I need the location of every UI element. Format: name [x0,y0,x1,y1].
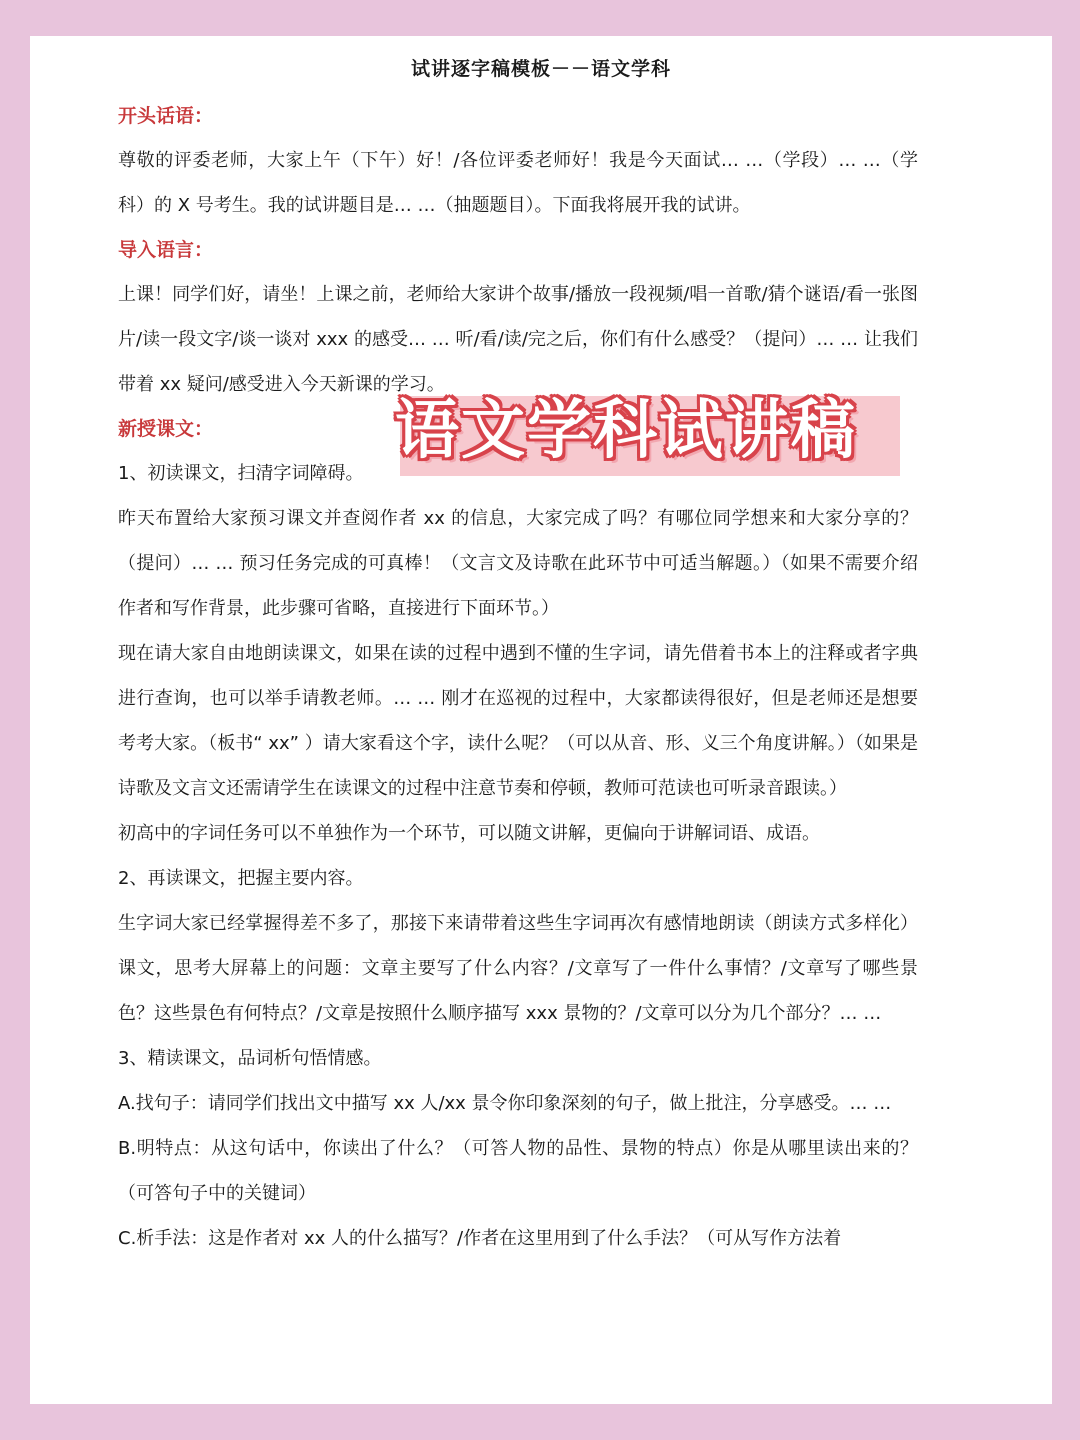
paragraph-features: B.明特点：从这句话中，你读出了什么？（可答人物的品性、景物的特点）你是从哪里读出来的？（可答句子中的关键词） [118,1138,918,1204]
step-heading-close-reading: 3、精读课文，品词析句悟情感。 [118,1048,382,1069]
section-heading-opening: 开头话语： [118,105,214,127]
document-sheet [30,36,1052,1404]
step-heading-second-reading: 2、再读课文，把握主要内容。 [118,868,364,889]
document-content [118,94,918,1261]
document-title: 试讲逐字稿模板－－语文学科 [410,58,671,80]
paragraph-free-reading: 现在请大家自由地朗读课文，如果在读的过程中遇到不懂的生字词，请先借着书本上的注释或者字典进行查询，也可以举手请教老师。… … 刚才在巡视的过程中，大家都读得很好，但是老师还是想要考考大家。（板书“ xx” ）请大家看这个字，读什么呢？（可以从音、形、义三个角度讲解。）（如果是诗歌及文言文还需请学生在读课文的过程中注意节奏和停顿，教师可范读也可听录音跟读。） [118,643,918,799]
section-heading-new-lesson: 新授课文： [118,418,214,440]
paragraph-vocabulary-note: 初高中的字词任务可以不单独作为一个环节，可以随文讲解，更偏向于讲解词语、成语。 [118,823,820,844]
banner-title: 语文学科试讲稿 [395,394,857,468]
intro-paragraph: 上课！同学们好，请坐！上课之前，老师给大家讲个故事/播放一段视频/唱一首歌/猜个谜语/看一张图片/读一段文字/谈一谈对 xxx 的感受… … 听/看/读/完之后，你们有什么感受？（提问）… … 让我们带着 xx 疑问/感受进入今天新课的学习。 [118,284,918,395]
paragraph-main-content: 生字词大家已经掌握得差不多了，那接下来请带着这些生字词再次有感情地朗读（朗读方式多样化）课文，思考大屏幕上的问题：文章主要写了什么内容？/文章写了一件什么事情？/文章写了哪些景色？这些景色有何特点？/文章是按照什么顺序描写 xxx 景物的？/文章可以分为几个部分？… … [118,913,918,1024]
step-heading-first-reading: 1、初读课文，扫清字词障碍。 [118,463,364,484]
paragraph-preview-author: 昨天布置给大家预习课文并查阅作者 xx 的信息，大家完成了吗？有哪位同学想来和大家分享的？（提问）… … 预习任务完成的可真棒！（文言文及诗歌在此环节中可适当解题。）（如果不需要介绍作者和写作背景，此步骤可省略，直接进行下面环节。） [118,508,918,619]
opening-paragraph: 尊敬的评委老师，大家上午（下午）好！/各位评委老师好！我是今天面试… …（学段）… …（学科）的 X 号考生。我的试讲题目是… …（抽题题目）。下面我将展开我的试讲。 [118,150,918,216]
section-heading-intro: 导入语言： [118,239,214,261]
paragraph-find-sentences: A.找句子：请同学们找出文中描写 xx 人/xx 景令你印象深刻的句子，做上批注，分享感受。… … [118,1093,892,1114]
paragraph-techniques: C.析手法：这是作者对 xx 人的什么描写？/作者在这里用到了什么手法？（可从写作方法着 [118,1228,842,1249]
